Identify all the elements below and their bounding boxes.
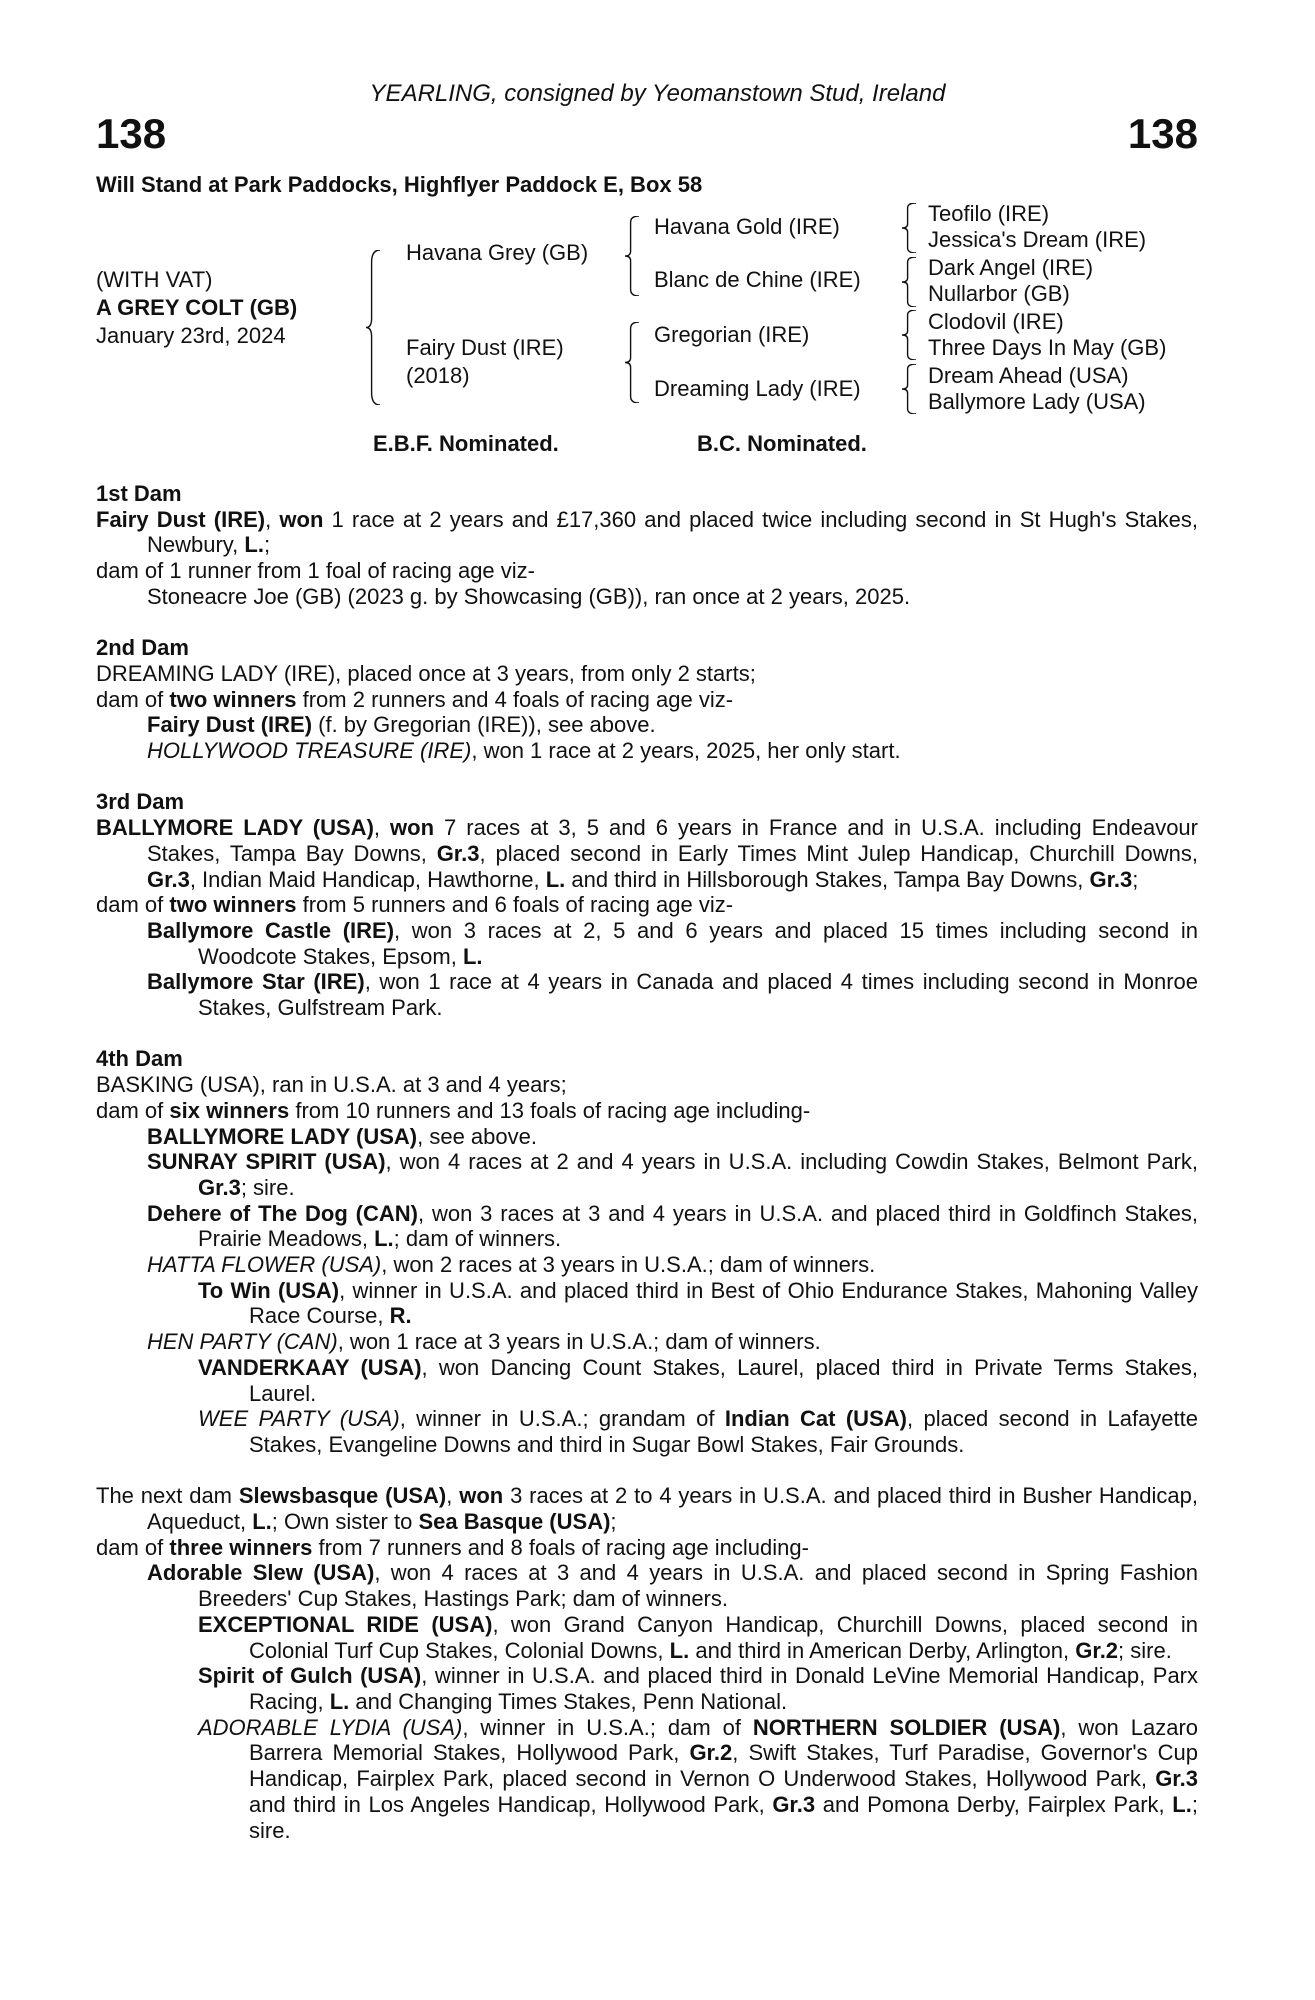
produce-record [96, 892, 1198, 918]
produce-record [96, 712, 1198, 738]
produce-record [96, 1355, 1198, 1406]
text: 3 races at 2 to 4 years in U.S.A. and placed third in Busher Handicap, Aqueduct, [147, 1483, 1198, 1535]
text: 7 races at 3, 5 and 6 years in France and in U.S.A. including Endeavour Stakes, Tampa Bay Downs, [147, 815, 1198, 866]
produce-record [96, 584, 1198, 610]
foaling-date: January 23rd, 2024 [96, 323, 286, 348]
section-heading: 1st Dam [96, 481, 182, 506]
text: 1 race at 2 years and £17,360 and placed twice including second in St Hugh's Stakes, Newbury, [147, 506, 1198, 558]
dam-dam: Dreaming Lady (IRE) [654, 376, 861, 401]
text: , winner in U.S.A. and placed third in Best of Ohio Endurance Stakes, Mahoning Valley Race Course, [249, 1277, 1198, 1329]
bold-text: Gr.3 [1155, 1766, 1198, 1792]
bold-text: six winners [169, 1097, 290, 1123]
text: , placed second in Lafayette Stakes, Evangeline Downs and third in Sugar Bowl Stakes, Fair Grounds. [249, 1406, 1199, 1457]
text: , winner in U.S.A. and placed third in Donald LeVine Memorial Handicap, Parx Racing, [249, 1663, 1199, 1714]
text: ; [1132, 866, 1139, 892]
text: dam of [96, 1097, 170, 1123]
text: ; sire. [1118, 1637, 1172, 1663]
text: and Pomona Derby, Fairplex Park, [815, 1791, 1173, 1817]
bold-text: Fairy Dust (IRE) [96, 506, 266, 532]
brace-icon [902, 257, 916, 307]
bold-text: Ballymore Star (IRE) [147, 969, 365, 995]
vat-note: (WITH VAT) [96, 267, 213, 292]
bold-text: NORTHERN SOLDIER (USA) [752, 1714, 1061, 1740]
great-grandparent: Jessica's Dream (IRE) [928, 227, 1147, 252]
italic-text: HOLLYWOOD TREASURE (IRE) [147, 738, 472, 764]
dam-section [96, 789, 1198, 1020]
produce-record [96, 1663, 1198, 1714]
bold-text: two winners [169, 686, 297, 712]
produce-record [96, 969, 1198, 1020]
text: from 5 runners and 6 foals of racing age viz- [296, 892, 734, 918]
bold-text: won [390, 815, 435, 841]
produce-record [96, 1124, 1198, 1150]
produce-record [96, 1406, 1198, 1457]
bold-text: L. [462, 943, 483, 969]
text: (f. by Gregorian (IRE)), see above. [312, 712, 656, 738]
italic-text: WEE PARTY (USA) [198, 1406, 400, 1432]
bold-text: two winners [169, 892, 297, 918]
dam-section [96, 481, 1198, 610]
text: ; sire. [240, 1174, 295, 1200]
text: , see above. [417, 1123, 537, 1149]
text: dam of [96, 1534, 170, 1560]
bold-text: Gr.3 [1089, 866, 1133, 892]
produce-record [96, 558, 1198, 584]
text: , won Dancing Count Stakes, Laurel, placed third in Private Terms Stakes, Laurel. [249, 1354, 1198, 1406]
great-grandparent: Nullarbor (GB) [928, 281, 1070, 306]
horse-name: A GREY COLT (GB) [96, 295, 298, 320]
brace-icon [625, 216, 639, 296]
text: , won 2 races at 3 years in U.S.A.; dam of winners. [381, 1252, 876, 1278]
produce-record [96, 1149, 1198, 1200]
text: , won 4 races at 2 and 4 years in U.S.A. including Cowdin Stakes, Belmont Park, [385, 1149, 1198, 1175]
text: , [265, 506, 280, 532]
bold-text: BALLYMORE LADY (USA) [147, 1123, 418, 1149]
bold-text: Indian Cat (USA) [724, 1406, 907, 1432]
bold-text: L. [1172, 1791, 1192, 1817]
text: ; sire. [249, 1791, 1198, 1843]
text: dam of [96, 686, 170, 712]
catalogue-body [96, 481, 1198, 1843]
bold-text: L. [252, 1509, 272, 1535]
bold-text: Fairy Dust (IRE) [147, 712, 313, 738]
produce-record [96, 738, 1198, 764]
text: , Indian Maid Handicap, Hawthorne, [189, 866, 546, 892]
bold-text: three winners [169, 1534, 313, 1560]
dam: Fairy Dust (IRE) [406, 335, 564, 360]
text: , won Grand Canyon Handicap, Churchill Downs, placed second in Colonial Turf Cup Stakes, Colonial Downs, [249, 1611, 1199, 1663]
produce-record [96, 1560, 1198, 1611]
bold-text: Gr.3 [436, 840, 480, 866]
section-heading: 2nd Dam [96, 635, 189, 661]
bold-text: won [459, 1483, 504, 1509]
text: from 2 runners and 4 foals of racing age viz- [296, 686, 734, 712]
text: , winner in U.S.A.; grandam of [399, 1406, 725, 1432]
text: from 10 runners and 13 foals of racing age including- [289, 1097, 811, 1123]
bold-text: L. [374, 1226, 394, 1252]
bold-text: Gr.3 [147, 866, 190, 892]
text: , won 3 races at 2, 5 and 6 years and placed 15 times including second in Woodcote Stakes, Epsom, [198, 917, 1198, 969]
text: , won 1 race at 3 years in U.S.A.; dam of winners. [337, 1329, 821, 1355]
dam-sire: Gregorian (IRE) [654, 322, 810, 347]
bold-text: Gr.2 [1075, 1637, 1119, 1663]
bold-text: Gr.3 [198, 1174, 241, 1200]
italic-text: ADORABLE LYDIA (USA) [198, 1714, 463, 1740]
text: ; Own sister to [271, 1509, 419, 1535]
great-grandparent: Clodovil (IRE) [928, 309, 1064, 334]
bold-text: Spirit of Gulch (USA) [198, 1663, 422, 1689]
produce-record [96, 687, 1198, 713]
dam-section [96, 635, 1198, 764]
italic-text: HATTA FLOWER (USA) [147, 1252, 382, 1278]
produce-record [96, 815, 1198, 892]
bold-text: Gr.2 [689, 1740, 733, 1766]
text: The next dam [96, 1483, 239, 1509]
bold-text: EXCEPTIONAL RIDE (USA) [198, 1611, 493, 1637]
produce-record [96, 1098, 1198, 1124]
produce-record [96, 1252, 1198, 1278]
text: dam of 1 runner from 1 foal of racing age viz- [96, 558, 535, 584]
lot-number-left: 138 [96, 110, 167, 157]
produce-record [96, 1072, 1198, 1098]
text: from 7 runners and 8 foals of racing age including- [312, 1534, 809, 1560]
section-heading: 3rd Dam [96, 789, 185, 815]
bold-text: SUNRAY SPIRIT (USA) [147, 1149, 386, 1175]
dam-section [96, 1046, 1198, 1457]
produce-record [96, 1201, 1198, 1252]
text: and third in Los Angeles Handicap, Hollywood Park, [249, 1791, 773, 1817]
sire-sire: Havana Gold (IRE) [654, 214, 840, 239]
text: , won 4 races at 3 and 4 years in U.S.A. and placed second in Spring Fashion Breeders' Cup Stakes, Hastings Park; dam of winners. [198, 1560, 1199, 1612]
text: , [373, 815, 391, 841]
bold-text: won [279, 506, 324, 532]
text: ; [263, 532, 271, 558]
bold-text: Gr.3 [772, 1791, 816, 1817]
bold-text: Slewsbasque (USA) [238, 1483, 447, 1509]
bold-text: Sea Basque (USA) [418, 1509, 611, 1535]
sire: Havana Grey (GB) [406, 240, 589, 265]
produce-record [96, 1612, 1198, 1663]
sire-dam: Blanc de Chine (IRE) [654, 267, 861, 292]
produce-record [96, 661, 1198, 687]
dam-section [96, 1483, 1198, 1843]
produce-record [96, 1329, 1198, 1355]
text: and Changing Times Stakes, Penn National. [349, 1688, 788, 1714]
bold-text: To Win (USA) [198, 1277, 340, 1303]
great-grandparent: Ballymore Lady (USA) [928, 389, 1146, 414]
text: , won Lazaro Barrera Memorial Stakes, Hollywood Park, [249, 1714, 1199, 1766]
brace-icon [366, 250, 380, 405]
bc-nomination: B.C. Nominated. [697, 431, 867, 456]
great-grandparent: Dream Ahead (USA) [928, 363, 1129, 388]
brace-icon [625, 322, 639, 403]
text: ; dam of winners. [393, 1226, 562, 1252]
bold-text: L. [329, 1688, 350, 1714]
text: ; [610, 1509, 617, 1535]
bold-text: R. [389, 1303, 412, 1329]
text: and third in Hillsborough Stakes, Tampa Bay Downs, [565, 866, 1090, 892]
text: Stoneacre Joe (GB) (2023 g. by Showcasing (GB)), ran once at 2 years, 2025. [147, 583, 911, 609]
text: , placed second in Early Times Mint Julep Handicap, Churchill Downs, [479, 840, 1198, 866]
bold-text: Ballymore Castle (IRE) [147, 917, 395, 943]
lot-number-right: 138 [1127, 110, 1198, 157]
bold-text: BALLYMORE LADY (USA) [96, 815, 374, 841]
great-grandparent: Three Days In May (GB) [928, 335, 1167, 360]
text: BASKING (USA), ran in U.S.A. at 3 and 4 years; [96, 1072, 567, 1098]
great-grandparent: Teofilo (IRE) [928, 201, 1050, 226]
text: , won 3 races at 3 and 4 years in U.S.A. and placed third in Goldfinch Stakes, Prairie Meadows, [198, 1200, 1198, 1252]
great-grandparent: Dark Angel (IRE) [928, 255, 1094, 280]
text: , [446, 1483, 460, 1509]
bold-text: VANDERKAAY (USA) [198, 1354, 422, 1380]
text: , won 1 race at 4 years in Canada and placed 4 times including second in Monroe Stakes, Gulfstream Park. [198, 969, 1198, 1021]
brace-icon [902, 310, 916, 360]
section-heading: 4th Dam [96, 1046, 183, 1072]
ebf-nomination: E.B.F. Nominated. [373, 431, 559, 456]
bold-text: L. [669, 1637, 690, 1663]
produce-record [96, 1715, 1198, 1844]
produce-record [96, 918, 1198, 969]
produce-record [96, 1278, 1198, 1329]
brace-icon [902, 203, 916, 253]
produce-record [96, 1483, 1198, 1534]
italic-text: HEN PARTY (CAN) [147, 1329, 338, 1355]
text: , Swift Stakes, Turf Paradise, Governor's Cup Handicap, Fairplex Park, placed second in Vernon O Underwood Stakes, Hollywood Park, [249, 1740, 1198, 1792]
dam-year: (2018) [406, 363, 470, 388]
consignment-header: YEARLING, consigned by Yeomanstown Stud, Ireland [369, 80, 946, 107]
brace-icon [902, 364, 916, 414]
text: DREAMING LADY (IRE), placed once at 3 years, from only 2 starts; [96, 660, 756, 686]
text: and third in American Derby, Arlington, [689, 1637, 1076, 1663]
produce-record [96, 507, 1198, 558]
bold-text: Dehere of The Dog (CAN) [147, 1200, 418, 1226]
bold-text: L. [545, 866, 566, 892]
text: dam of [96, 892, 170, 918]
bold-text: L. [244, 532, 264, 558]
text: , winner in U.S.A.; dam of [462, 1714, 753, 1740]
bold-text: Adorable Slew (USA) [147, 1560, 375, 1586]
produce-record [96, 1535, 1198, 1561]
text: , won 1 race at 2 years, 2025, her only start. [471, 738, 901, 764]
stabling-location: Will Stand at Park Paddocks, Highflyer Paddock E, Box 58 [96, 172, 703, 197]
